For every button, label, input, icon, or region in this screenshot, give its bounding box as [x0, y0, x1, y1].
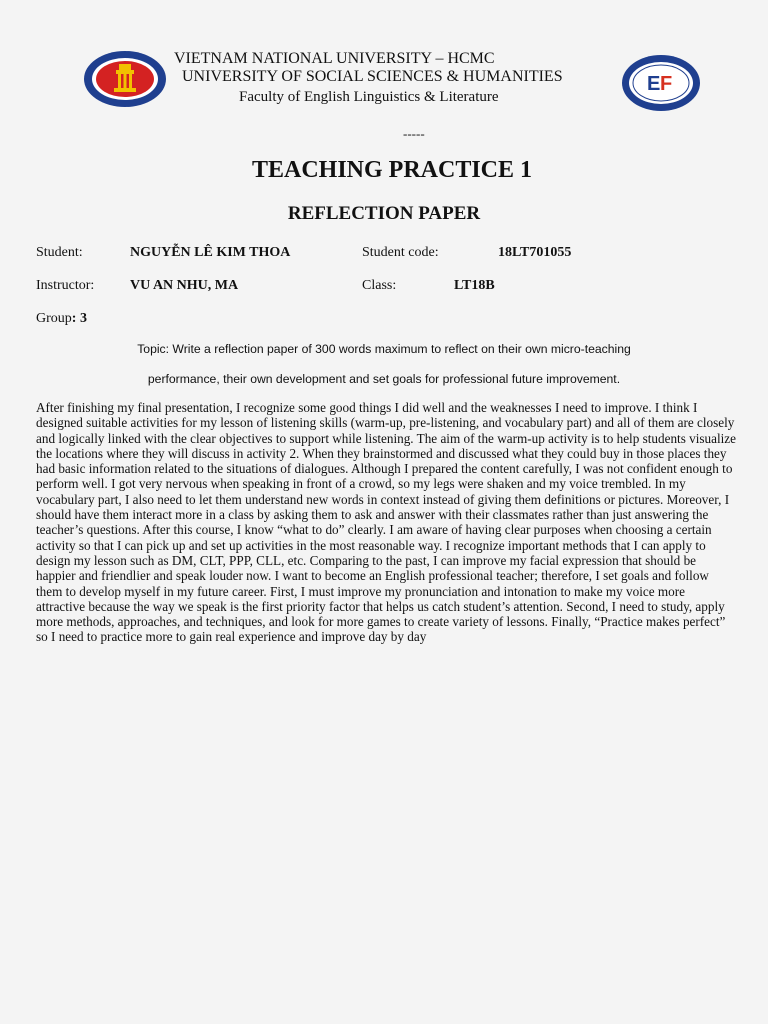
group-row	[36, 311, 87, 327]
student-code-label: Student code:	[362, 245, 439, 260]
school-name: UNIVERSITY OF SOCIAL SCIENCES & HUMANITIES	[182, 68, 563, 85]
instructor-name: VU AN NHU, MA	[130, 278, 239, 293]
group-label: Group	[36, 311, 72, 326]
instructor-label: Instructor:	[36, 278, 95, 293]
document-title: TEACHING PRACTICE 1	[251, 157, 533, 183]
topic-line-1: Topic: Write a reflection paper of 300 words maximum to reflect on their own micro-teaching	[137, 342, 631, 356]
university-name: VIETNAM NATIONAL UNIVERSITY – HCMC	[174, 50, 495, 67]
university-seal-logo	[83, 50, 167, 108]
class-label: Class:	[362, 278, 397, 293]
group-value: : 3	[71, 311, 87, 326]
document-subtitle: REFLECTION PAPER	[287, 203, 481, 224]
svg-text:E: E	[647, 73, 661, 95]
topic-line-2: performance, their own development and set goals for professional future improvement.	[147, 372, 621, 386]
reflection-paragraph: After finishing my final presentation, I recognize some good things I did well and the weaknesses I need to improve. I think I designed suitable activities for my lesson of listening skills (warm-up, pre-listening, and vocabulary part) and all of them are closely and logically linked with the clear objectives to support while listening. The aim of the warm-up activity is to help students visualize the locations where they will discuss in activity 2. When they brainstormed and discussed what they could buy in those places they had basic information related to the situations of dialogues. Although I prepared the content carefully, I was not confident enough to perform well. I got very nervous when speaking in front of a crowd, so my legs were shaken and my voice trembled. In my vocabulary part, I also need to let them understand new words in context instead of giving them definitions or pictures. Moreover, I should have them interact more in a class by asking them to ask and answer with their classmates rather than just answering the teacher’s questions. After this course, I know “what to do” clearly. I am aware of having clear purposes when choosing a certain activity so that I can pick up and set up activities in the most reasonable way. I recognize important methods that I can apply to design my lesson such as DM, CLT, PPP, CLL, etc. Comparing to the past, I can improve my facial expression that should be happier and friendlier and speak louder now. I want to become an English professional teacher; therefore, I set goals and follow them to develop myself in my future career. First, I must improve my pronunciation and intonation to make my voice more attractive because the way we speak is the first priority factor that helps us catch student’s attention. Second, I need to study, apply more methods, approaches, and techniques, and look for more games to create variety of lessons. Finally, “Practice makes perfect” so I need to practice more to gain real experience and improve day by day	[36, 400, 736, 645]
student-label: Student:	[36, 245, 83, 260]
faculty-name: Faculty of English Linguistics & Literature	[239, 89, 499, 105]
svg-text:F: F	[660, 73, 673, 95]
header-separator: -----	[403, 126, 425, 141]
class-value: LT18B	[454, 278, 495, 293]
student-name: NGUYỄN LÊ KIM THOA	[130, 245, 291, 260]
student-code-value: 18LT701055	[498, 245, 572, 260]
